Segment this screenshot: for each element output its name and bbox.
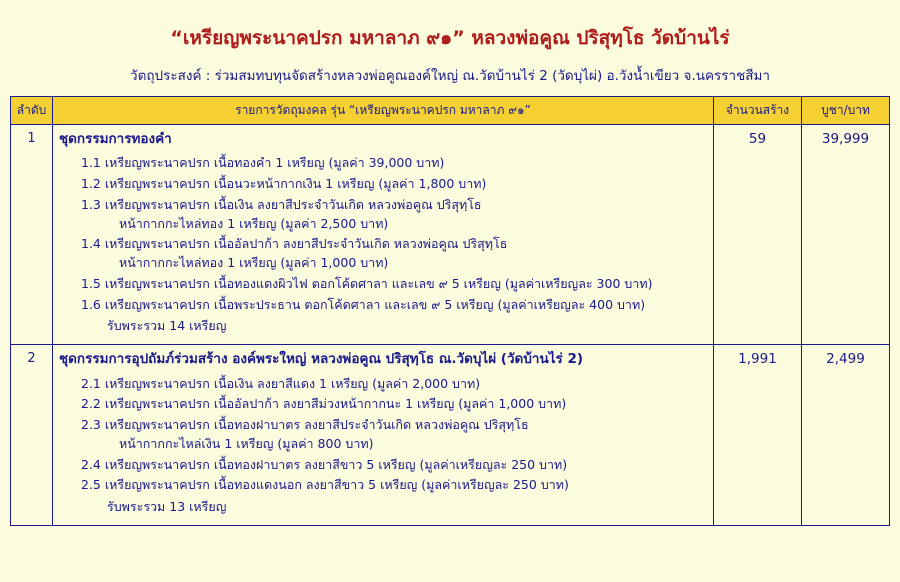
row-heading: ชุดกรรมการทองคำ <box>59 130 172 147</box>
table-header-row <box>11 96 890 124</box>
row-summary: รับพระรวม 13 เหรียญ <box>107 499 227 515</box>
column-header-no: ลำดับ <box>11 96 53 124</box>
list-item <box>59 194 707 234</box>
row-number: 2 <box>11 345 53 526</box>
list-item-continuation: หน้ากากกะไหล่ทอง 1 เหรียญ (มูลค่า 1,000 บาท) <box>119 255 389 271</box>
table-row <box>11 124 890 344</box>
list-item <box>59 393 707 414</box>
list-item-text: 1.3 เหรียญพระนาคปรก เนื้อเงิน ลงยาสีประจำวันเกิด หลวงพ่อคูณ ปริสุทฺโธ <box>81 196 482 212</box>
list-item <box>59 373 707 394</box>
list-item-text: 2.4 เหรียญพระนาคปรก เนื้อทองฝาบาตร ลงยาสีขาว 5 เหรียญ (มูลค่าเหรียญละ 250 บาท) <box>81 456 568 472</box>
row-price: 39,999 <box>802 124 890 344</box>
list-item <box>59 152 707 173</box>
list-item-text: 1.1 เหรียญพระนาคปรก เนื้อทองคำ 1 เหรียญ (มูลค่า 39,000 บาท) <box>81 155 445 171</box>
column-header-price: บูชา/บาท <box>802 96 890 124</box>
column-header-items: รายการวัตถุมงคล รุ่น “เหรียญพระนาคปรก มหาลาภ ๙๑” <box>53 96 714 124</box>
list-item-text: 2.1 เหรียญพระนาคปรก เนื้อเงิน ลงยาสีแดง 1 เหรียญ (มูลค่า 2,000 บาท) <box>81 375 481 391</box>
row-items <box>53 124 714 344</box>
row-number: 1 <box>11 124 53 344</box>
table-row <box>11 345 890 526</box>
list-item <box>59 474 707 495</box>
list-item <box>59 454 707 475</box>
list-item <box>59 294 707 315</box>
list-item-text: 2.5 เหรียญพระนาคปรก เนื้อทองแดงนอก ลงยาสีขาว 5 เหรียญ (มูลค่าเหรียญละ 250 บาท) <box>81 477 569 493</box>
list-item-text: 1.2 เหรียญพระนาคปรก เนื้อนวะหน้ากากเงิน 1 เหรียญ (มูลค่า 1,800 บาท) <box>81 176 487 192</box>
list-item <box>59 173 707 194</box>
table-header <box>11 96 890 124</box>
table-body <box>11 124 890 525</box>
row-price: 2,499 <box>802 345 890 526</box>
column-header-qty: จำนวนสร้าง <box>714 96 802 124</box>
row-summary: รับพระรวม 14 เหรียญ <box>107 318 227 334</box>
page-title: “เหรียญพระนาคปรก มหาลาภ ๙๑” หลวงพ่อคูณ ปริสุทฺโธ วัดบ้านไร่ <box>170 27 730 49</box>
list-item-continuation: หน้ากากกะไหล่ทอง 1 เหรียญ (มูลค่า 2,500 บาท) <box>119 215 389 231</box>
row-items <box>53 345 714 526</box>
list-item-text: 1.4 เหรียญพระนาคปรก เนื้ออัลปาก้า ลงยาสีประจำวันเกิด หลวงพ่อคูณ ปริสุทฺโธ <box>81 236 508 252</box>
list-item-text: 1.6 เหรียญพระนาคปรก เนื้อพระประธาน ตอกโค้ดศาลา และเลข ๙ 5 เหรียญ (มูลค่าเหรียญละ 400 บาท) <box>81 296 646 312</box>
list-item-text: 2.2 เหรียญพระนาคปรก เนื้ออัลปาก้า ลงยาสีม่วงหน้ากากนะ 1 เหรียญ (มูลค่า 1,000 บาท) <box>81 396 567 412</box>
list-item-text: 2.3 เหรียญพระนาคปรก เนื้อทองฝาบาตร ลงยาสีประจำวันเกิด หลวงพ่อคูณ ปริสุทฺโธ <box>81 417 529 433</box>
list-item <box>59 233 707 273</box>
list-item-text: 1.5 เหรียญพระนาคปรก เนื้อทองแดงผิวไฟ ตอกโค้ดศาลา และเลข ๙ 5 เหรียญ (มูลค่าเหรียญละ 300 บาท) <box>81 275 653 291</box>
page-subtitle: วัตถุประสงค์ : ร่วมสมทบทุนจัดสร้างหลวงพ่อคูณองค์ใหญ่ ณ.วัดบ้านไร่ 2 (วัดบุไผ่) อ.วังน้ำเขียว จ.นครราชสีมา <box>130 67 770 84</box>
row-quantity: 1,991 <box>714 345 802 526</box>
list-item <box>59 273 707 294</box>
list-item <box>59 414 707 454</box>
list-item-continuation: หน้ากากกะไหล่เงิน 1 เหรียญ (มูลค่า 800 บาท) <box>119 435 374 451</box>
row-quantity: 59 <box>714 124 802 344</box>
amulet-list-table <box>10 96 890 526</box>
row-heading: ชุดกรรมการอุปถัมภ์ร่วมสร้าง องค์พระใหญ่ หลวงพ่อคูณ ปริสุทฺโธ ณ.วัดบุไผ่ (วัดบ้านไร่ 2) <box>59 351 584 368</box>
